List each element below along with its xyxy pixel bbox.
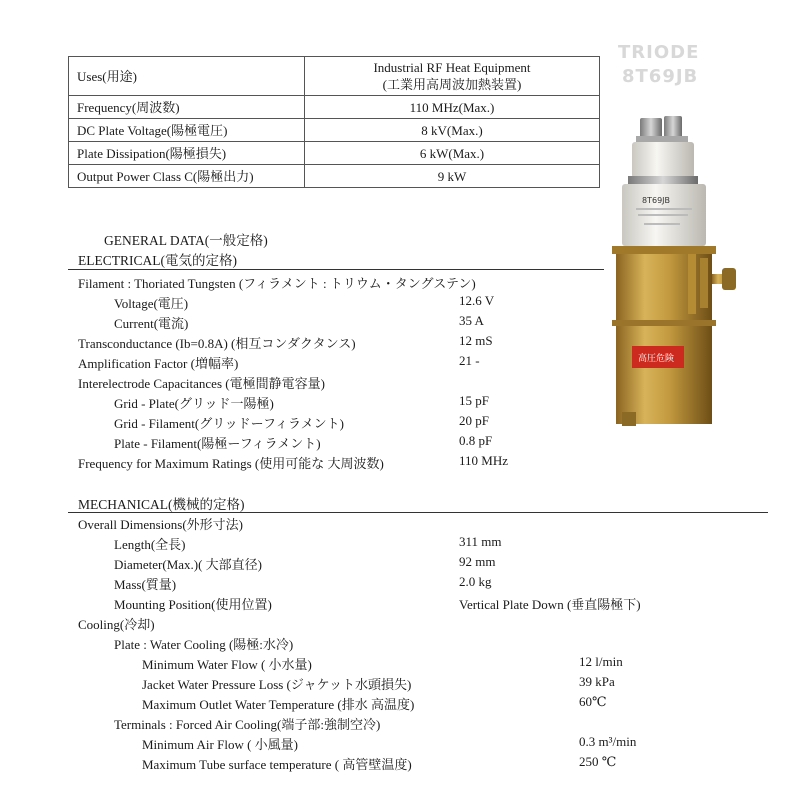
spec-value: 110 MHz [459, 453, 508, 468]
spec-label: Mass(質量) [114, 577, 177, 592]
general-data-heading: GENERAL DATA(一般定格) [104, 233, 268, 248]
spec-value: 0.3 m³/min [579, 734, 637, 749]
spec-label: Frequency for Maximum Ratings (使用可能な 大周波数) [78, 456, 384, 471]
mechanical-heading: MECHANICAL(機械的定格) [78, 497, 245, 512]
water-pipe [688, 254, 696, 314]
tube-label: 8T69JB [642, 196, 671, 205]
brass-jacket [616, 254, 712, 424]
spec-label: Plate Dissipation(陽極損失) [69, 142, 305, 165]
spec-value: 12 mS [459, 333, 493, 348]
spec-label: Length(全長) [114, 537, 186, 552]
spec-label: Grid - Filament(グリッドーフィラメント) [114, 416, 344, 431]
spec-value: 20 pF [459, 413, 489, 428]
table-row [69, 96, 600, 119]
spec-value: 6 kW(Max.) [305, 142, 600, 165]
spec-label: Maximum Outlet Water Temperature (排水 高温度) [142, 697, 415, 712]
spec-label: Uses(用途) [69, 57, 305, 96]
spec-value: 12.6 V [459, 293, 495, 308]
spec-value: 39 kPa [579, 674, 615, 689]
spec-value: 15 pF [459, 393, 489, 408]
spec-label: Amplification Factor (増幅率) [78, 356, 239, 371]
spec-value: 92 mm [459, 554, 496, 569]
plate-cooling-line: Plate : Water Cooling (陽極:水冷) [114, 637, 294, 652]
cooling-line: Cooling(冷却) [78, 617, 155, 632]
photo-caption-line2: 8T69JB [622, 66, 699, 87]
photo-caption-line1: TRIODE [618, 42, 700, 63]
spec-label: Minimum Air Flow ( 小風量) [142, 737, 299, 752]
spec-label: Current(電流) [114, 316, 189, 331]
spec-value: 311 mm [459, 534, 502, 549]
spec-label: Maximum Tube surface temperature ( 高管壁温度) [142, 757, 412, 772]
spec-table [68, 56, 600, 188]
spec-label: DC Plate Voltage(陽極電圧) [69, 119, 305, 142]
spec-value: 60℃ [579, 694, 607, 709]
section-divider [68, 512, 768, 513]
table-row [69, 165, 600, 188]
interelectrode-line: Interelectrode Capacitances (電極間静電容量) [78, 376, 325, 391]
spec-label: Output Power Class C(陽極出力) [69, 165, 305, 188]
upper-ceramic [632, 142, 694, 178]
metal-ring [628, 176, 698, 184]
spec-label: Transconductance (Ib=0.8A) (相互コンダクタンス) [78, 336, 356, 351]
hose-fitting [722, 268, 736, 290]
spec-value: Vertical Plate Down (垂直陽極下) [459, 597, 641, 612]
spec-value: 9 kW [305, 165, 600, 188]
spec-label: Plate - Filament(陽極ーフィラメント) [114, 436, 321, 451]
table-row [69, 57, 600, 96]
spec-label: Grid - Plate(グリッド一陽極) [114, 396, 274, 411]
spec-label: Jacket Water Pressure Loss (ジャケット水頭損失) [142, 677, 412, 692]
filament-line: Filament : Thoriated Tungsten (フィラメント : トリウム・タングステン) [78, 276, 476, 291]
jacket-flange [612, 246, 716, 254]
spec-label: Mounting Position(使用位置) [114, 597, 272, 612]
section-divider [68, 269, 604, 270]
spec-label: Diameter(Max.)( 大部直径) [114, 557, 263, 572]
overall-dimensions-line: Overall Dimensions(外形寸法) [78, 517, 244, 532]
spec-value: 12 l/min [579, 654, 623, 669]
jacket-ring [612, 320, 716, 326]
spec-label: Frequency(周波数) [69, 96, 305, 119]
spec-value-line: Industrial RF Heat Equipment [373, 60, 531, 75]
spec-value: 35 A [459, 313, 484, 328]
terminals-line: Terminals : Forced Air Cooling(端子部:強制空冷) [114, 717, 381, 732]
table-row [69, 119, 600, 142]
terminal-flange [636, 136, 688, 142]
table-row [69, 142, 600, 165]
bottom-fitting [622, 412, 636, 426]
label-line [644, 223, 680, 225]
spec-value [305, 57, 600, 96]
tube-photo [592, 28, 742, 428]
spec-value: 0.8 pF [459, 433, 493, 448]
spec-value: 110 MHz(Max.) [305, 96, 600, 119]
spec-value-line: (工業用高周波加熱装置) [382, 77, 522, 92]
spec-value: 2.0 kg [459, 574, 492, 589]
label-line [638, 214, 688, 216]
spec-label: Minimum Water Flow ( 小水量) [142, 657, 312, 672]
warning-text: 高圧危険 [638, 354, 675, 364]
water-pipe [700, 258, 708, 308]
spec-value: 250 ℃ [579, 754, 617, 769]
spec-value: 21 - [459, 353, 480, 368]
spec-label: Voltage(電圧) [114, 296, 189, 311]
electrical-heading: ELECTRICAL(電気的定格) [78, 253, 237, 268]
spec-value: 8 kV(Max.) [305, 119, 600, 142]
label-line [636, 208, 692, 210]
